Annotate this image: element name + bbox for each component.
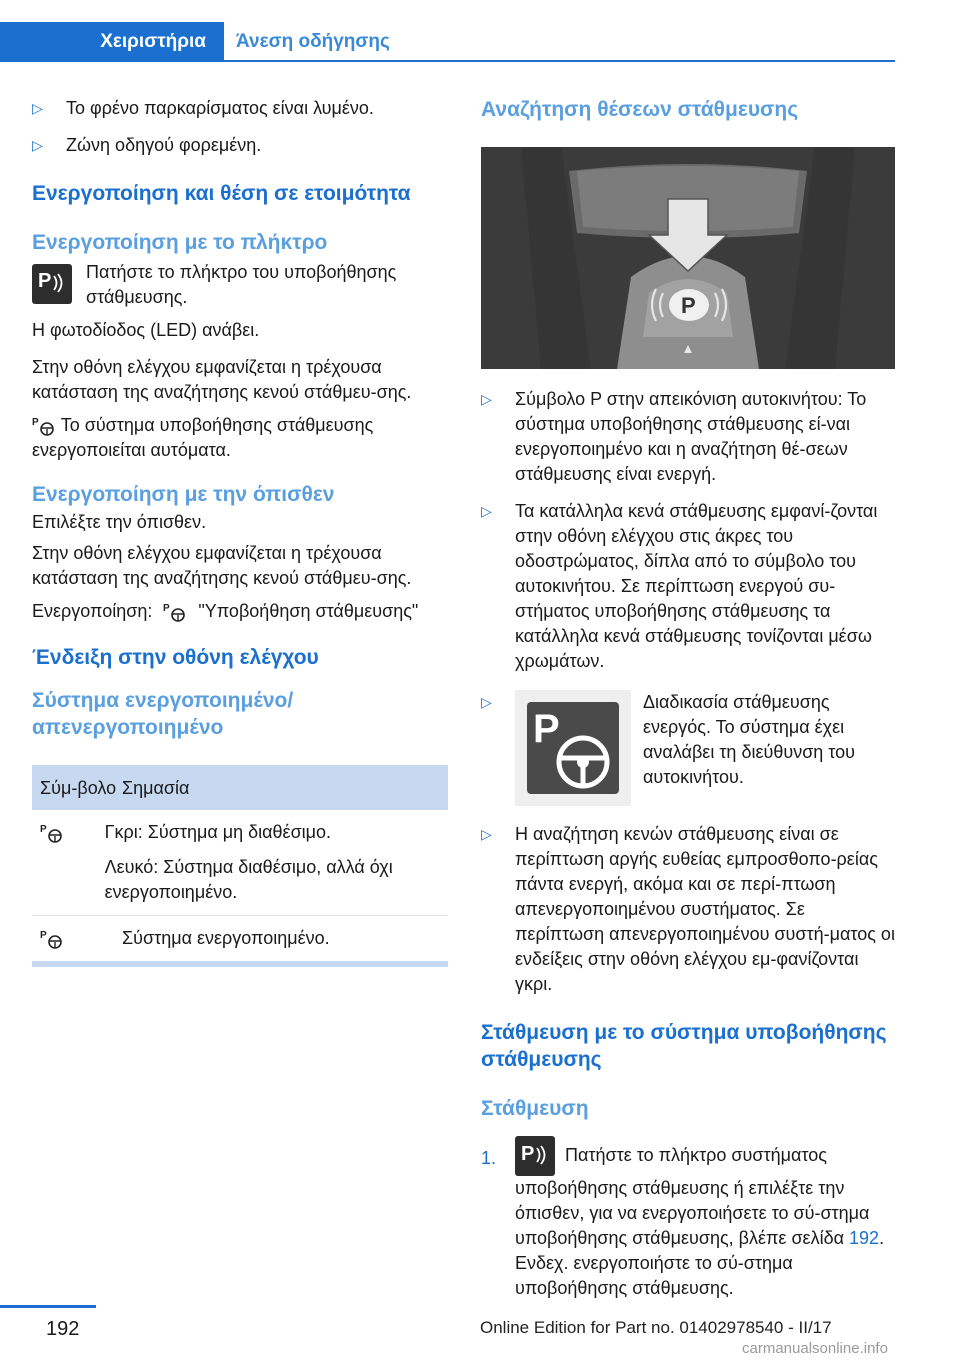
- list-item: ▷ Το φρένο παρκαρίσματος είναι λυμένο.: [32, 96, 448, 121]
- heading-activate-reverse: Ενεργοποίηση με την όπισθεν: [32, 483, 335, 506]
- triangle-bullet-icon: ▷: [481, 694, 492, 710]
- triangle-bullet-icon: ▷: [481, 826, 492, 842]
- svg-text:P: P: [533, 707, 560, 751]
- triangle-bullet-icon: ▷: [481, 391, 492, 407]
- symbol-table: [32, 765, 448, 967]
- footer-divider: [0, 1305, 96, 1308]
- press-button-row: [32, 260, 448, 310]
- led-text: Η φωτοδίοδος (LED) ανάβει.: [32, 320, 260, 340]
- table-row: [32, 810, 448, 916]
- list-item: ▷ Ζώνη οδηγού φορεμένη.: [32, 133, 448, 158]
- edition-text: Online Edition for Part no. 01402978540 - II/17: [480, 1318, 832, 1337]
- svg-text:P: P: [40, 930, 47, 942]
- table-end-bar: [32, 961, 448, 967]
- park-assist-button-icon: P: [515, 1136, 555, 1176]
- table-header-meaning: Σημασία: [122, 778, 190, 798]
- activation-path: Ενεργοποίηση: P "Υποβοήθηση στάθμευσης": [32, 599, 448, 624]
- list-item: ▷ Τα κατάλληλα κενά στάθμευσης εμφανί-ζονται στην οθόνη ελέγχου στις άκρες του οδοστρώματος, δίπλα από το σύμβολο του αυτοκινήτου. Σε περίπτωση ενεργού συ-στήματος υποβοήθησης στάθμευσης τα κατάλληλα κενά στάθμευσης τονίζονται μέσω χρωμάτων.: [481, 501, 878, 671]
- tab-controls[interactable]: Χειριστήρια: [0, 22, 224, 62]
- park-steering-icon: [40, 822, 64, 844]
- table-row: [32, 916, 448, 961]
- triangle-bullet-icon: ▷: [32, 137, 43, 153]
- display-status-text-2: Στην οθόνη ελέγχου εμφανίζεται η τρέχουσα κατάσταση της αναζήτησης κενού στάθμευ-σης.: [32, 543, 412, 588]
- page-link[interactable]: 192: [849, 1228, 880, 1248]
- heading-system-state: Σύστημα ενεργοποιημένο/ απενεργοποιημένο: [32, 689, 294, 739]
- svg-text:P: P: [40, 824, 47, 836]
- page-number: 192: [46, 1318, 80, 1340]
- heading-parking: Στάθμευση: [481, 1097, 589, 1120]
- auto-activation-text: P Το σύστημα υποβοήθησης στάθμευσης ενεργοποιείται αυτόματα.: [32, 415, 374, 460]
- list-item: ▷ Σύμβολο P στην απεικόνιση αυτοκινήτου: Το σύστημα υποβοήθησης στάθμευσης εί-ναι ενεργοποιημένο και η αναζήτηση θέ-σεων στάθμευσης είναι ενεργή.: [481, 389, 867, 484]
- park-steering-icon: [40, 928, 64, 950]
- heading-activation: Ενεργοποίηση και θέση σε ετοιμότητα: [32, 182, 411, 205]
- heading-activate-button: Ενεργοποίηση με το πλήκτρο: [32, 231, 328, 254]
- svg-text:P: P: [163, 603, 171, 615]
- triangle-bullet-icon: ▷: [481, 503, 492, 519]
- display-status-text: Στην οθόνη ελέγχου εμφανίζεται η τρέχουσα κατάσταση της αναζήτησης κενού στάθμευ-σης.: [32, 357, 412, 402]
- page-header: [0, 0, 960, 62]
- heading-search-spaces: Αναζήτηση θέσεων στάθμευσης: [481, 98, 799, 121]
- heading-display: Ένδειξη στην οθόνη ελέγχου: [32, 646, 319, 669]
- step-1: 1. P Πατήστε το πλήκτρο συστήματος υποβοήθησης στάθμευσης ή επιλέξτε την όπισθεν, για να ενεργοποιήσετε το σύ-στημα υποβοήθησης στάθμευσης, βλέπε σελίδα 192. Ενδεχ. ενεργοποιήστε το σύ-στημα υποβοήθησης στάθμευσης.: [481, 1136, 895, 1301]
- car-top-view-illustration: [481, 147, 895, 369]
- select-reverse-text: Επιλέξτε την όπισθεν.: [32, 512, 207, 532]
- left-column: [32, 96, 448, 967]
- list-item: ▷ Η αναζήτηση κενών στάθμευσης είναι σε περίπτωση αργής ευθείας εμπροσθοπο-ρείας πάντα ενεργή, ακόμα και σε περί-πτωση απενεργοποιημένου συστήματος. Σε περίπτωση απενεργοποιημένου συστή-ματος οι ενδείξεις στην οθόνη ελέγχου εμ-φανίζονται γκρι.: [481, 824, 895, 994]
- step-number: 1.: [481, 1148, 497, 1168]
- watermark: carmanualsonline.info: [742, 1340, 888, 1357]
- car-p-symbol: P: [681, 293, 696, 318]
- park-steering-icon: [515, 690, 631, 806]
- table-cell: Σύστημα ενεργοποιημένο.: [122, 928, 330, 948]
- right-column: [481, 96, 895, 1301]
- table-cell: Γκρι: Σύστημα μη διαθέσιμο.: [104, 822, 332, 842]
- heading-parking-with-system: Στάθμευση με το σύστημα υποβοήθησης στάθμευσης: [481, 1021, 887, 1071]
- table-cell: Λευκό: Σύστημα διαθέσιμο, αλλά όχι ενεργοποιημένο.: [104, 857, 393, 902]
- press-button-text: Πατήστε το πλήκτρο του υποβοήθησης στάθμευσης.: [86, 262, 397, 307]
- park-steering-icon: [163, 601, 187, 623]
- park-assist-button-icon: P: [32, 264, 72, 304]
- table-header: [32, 765, 448, 810]
- tab-driving-comfort[interactable]: Άνεση οδήγησης: [236, 31, 390, 52]
- header-divider: [0, 60, 895, 62]
- triangle-bullet-icon: ▷: [32, 100, 43, 116]
- parking-active-symbol: [515, 690, 631, 806]
- svg-text:P: P: [32, 417, 39, 429]
- table-header-symbol: Σύμ-βολο: [40, 778, 117, 798]
- list-item: ▷ P Διαδικασία στάθμευσης ενεργός. Το σύστημα έχει αναλάβει τη διεύθυνση του αυτοκινήτου.: [481, 690, 895, 806]
- car-display-image: [481, 147, 895, 369]
- park-steering-icon: [32, 415, 56, 437]
